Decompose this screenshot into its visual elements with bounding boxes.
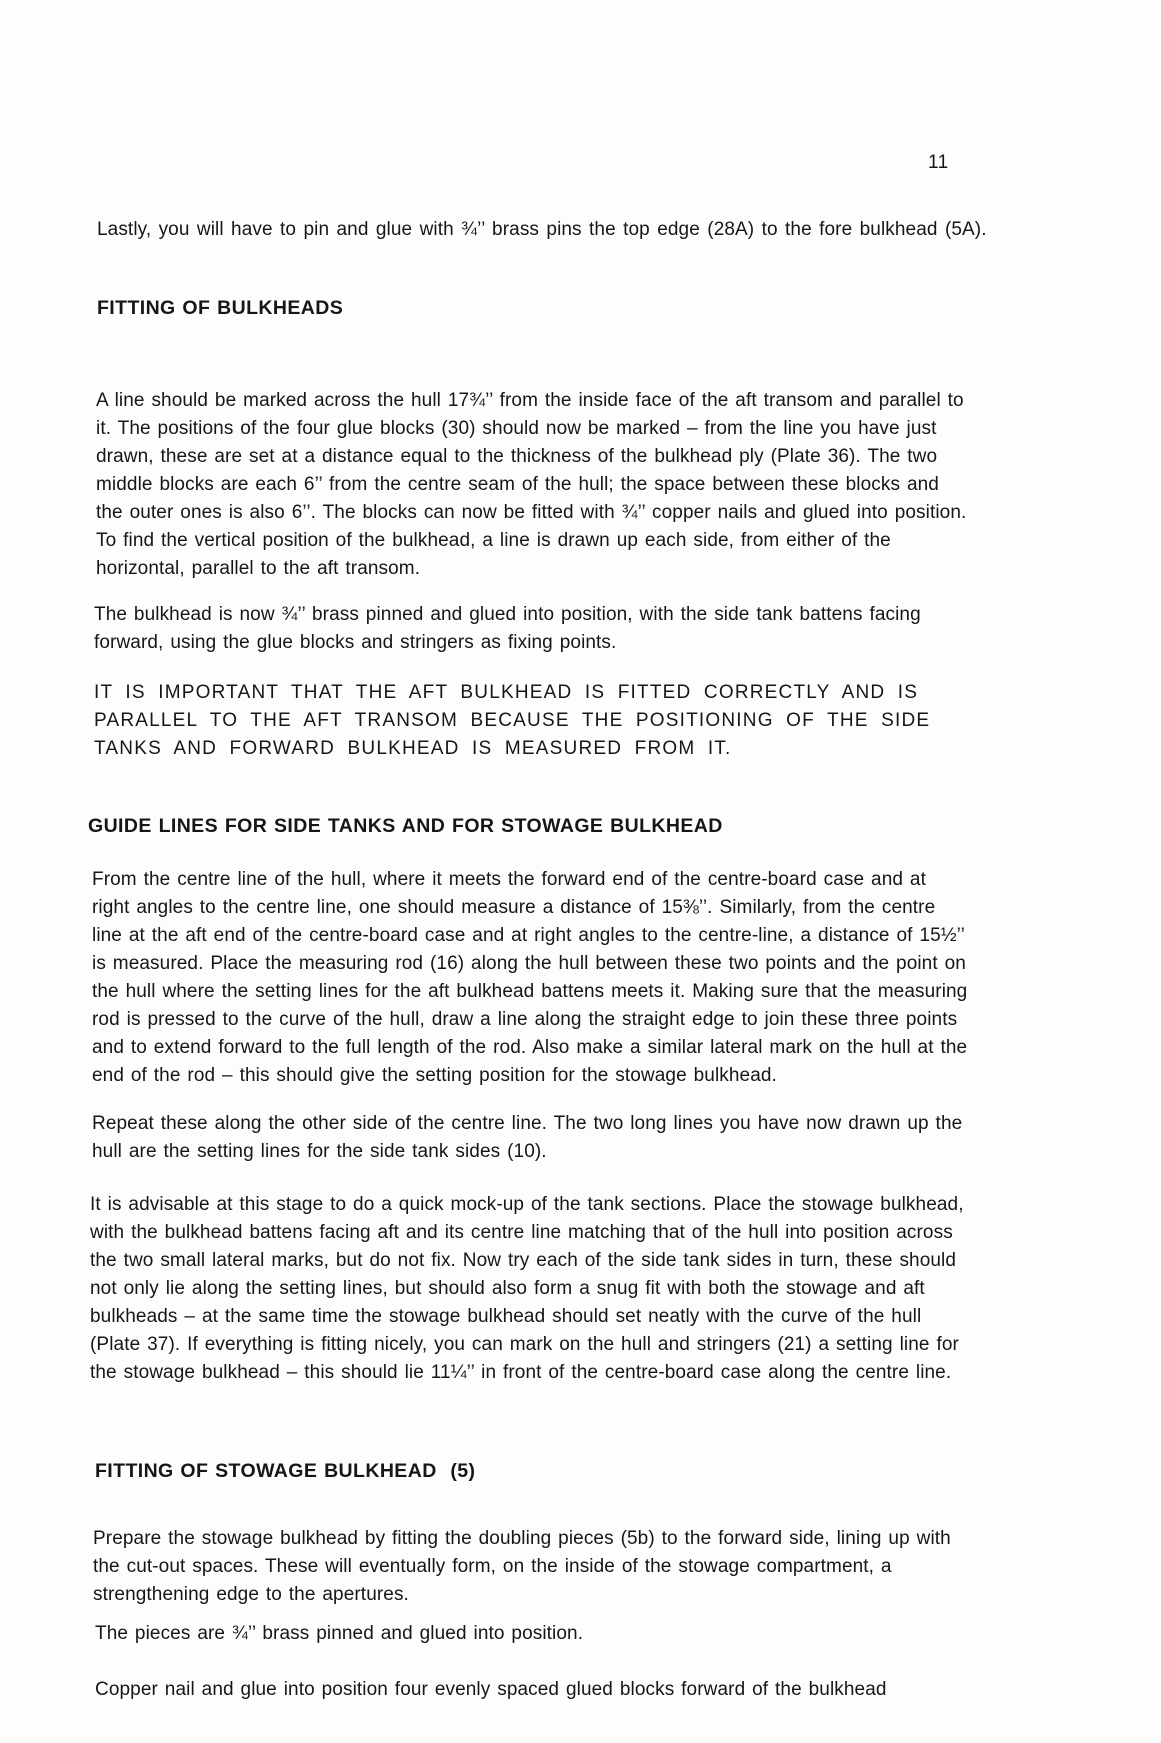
important-note-paragraph: IT IS IMPORTANT THAT THE AFT BULKHEAD IS FITTED CORRECTLY AND IS PARALLEL TO THE AFT TRANSOM BECAUSE THE POSITIONING OF THE SIDE TANKS AND FORWARD BULKHEAD IS MEASURED FROM IT. [94,682,931,759]
paragraph: A line should be marked across the hull 17¾’’ from the inside face of the aft transom and parallel to it. The positions of the four glue blocks (30) should now be marked – from the line you have just drawn, these are set at a distance equal to the thickness of the bulkhead ply (Plate 36). The two middle blocks are each 6’’ from the centre seam of the hull; the space between these blocks and the outer ones is also 6’’. The blocks can now be fitted with ¾’’ copper nails and glued into position. To find the vertical position of the bulkhead, a line is drawn up each side, from either of the horizontal, parallel to the aft transom. [96,390,967,579]
paragraph: The bulkhead is now ¾’’ brass pinned and glued into position, with the side tank battens facing forward, using the glue blocks and stringers as fixing points. [94,604,921,653]
paragraph: Prepare the stowage bulkhead by fitting the doubling pieces (5b) to the forward side, lining up with the cut-out spaces. These will eventually form, on the inside of the stowage compartment, a strengthening edge to the apertures. [93,1528,951,1605]
section-heading-guide-lines: GUIDE LINES FOR SIDE TANKS AND FOR STOWAGE BULKHEAD [88,815,723,837]
paragraph: Repeat these along the other side of the centre line. The two long lines you have now drawn up the hull are the setting lines for the side tank sides (10). [92,1113,963,1162]
paragraph: Copper nail and glue into position four evenly spaced glued blocks forward of the bulkhead [95,1679,887,1700]
section-heading-fitting-of-bulkheads: FITTING OF BULKHEADS [97,297,344,319]
intro-paragraph: Lastly, you will have to pin and glue with ¾’’ brass pins the top edge (28A) to the fore bulkhead (5A). [97,219,987,240]
paragraph: It is advisable at this stage to do a quick mock-up of the tank sections. Place the stowage bulkhead, with the bulkhead battens facing aft and its centre line matching that of the hull into position across the two small lateral marks, but do not fix. Now try each of the side tank sides in turn, these should not only lie along the setting lines, but should also form a snug fit with both the stowage and aft bulkheads – at the same time the stowage bulkhead should set neatly with the curve of the hull (Plate 37). If everything is fitting nicely, you can mark on the hull and stringers (21) a setting line for the stowage bulkhead – this should lie 11¼’’ in front of the centre-board case along the centre line. [90,1194,964,1383]
section-heading-fitting-of-stowage-bulkhead: FITTING OF STOWAGE BULKHEAD (5) [95,1460,476,1482]
page-number: 11 [928,152,949,173]
paragraph: From the centre line of the hull, where it meets the forward end of the centre-board case and at right angles to the centre line, one should measure a distance of 15⅜’’. Similarly, from the centre line at the aft end of the centre-board case and at right angles to the centre-line, a distance of 15½’’ is measured. Place the measuring rod (16) along the hull between these two points and the point on the hull where the setting lines for the aft bulkhead battens meets it. Making sure that the measuring rod is pressed to the curve of the hull, draw a line along the straight edge to join these three points and to extend forward to the full length of the rod. Also make a similar lateral mark on the hull at the end of the rod – this should give the setting position for the stowage bulkhead. [92,869,968,1086]
paragraph: The pieces are ¾’’ brass pinned and glued into position. [95,1623,584,1644]
